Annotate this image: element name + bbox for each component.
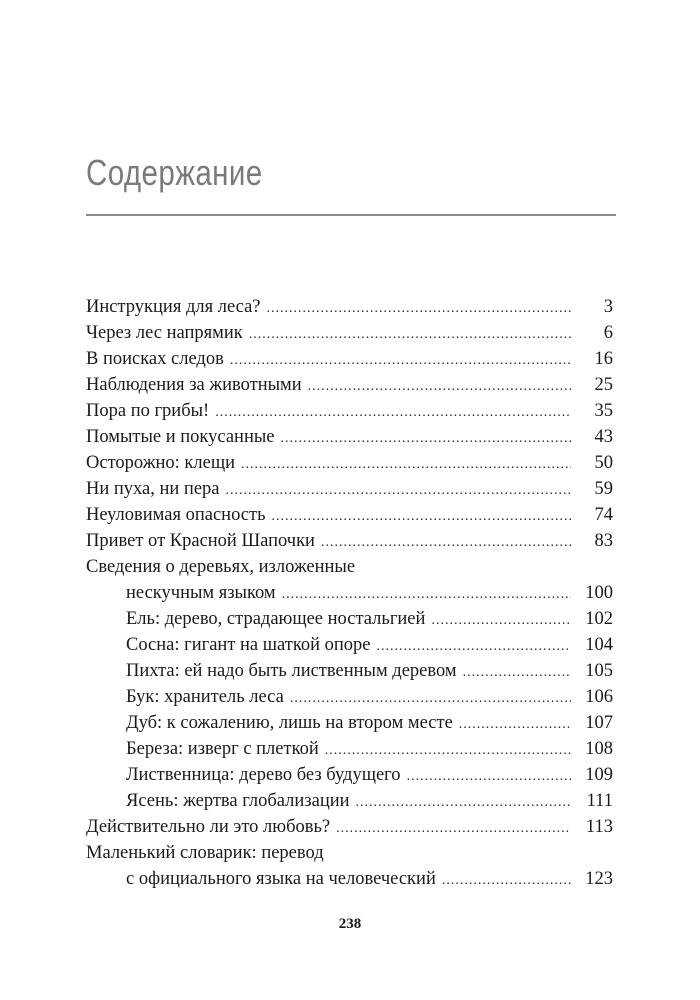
leader-dots: [308, 374, 571, 400]
leader-dots: [356, 790, 571, 816]
toc-entry: [86, 450, 613, 476]
leader-dots: [249, 322, 571, 348]
toc-entry-page: 106: [585, 687, 613, 707]
toc-entry: [86, 346, 613, 372]
leader-dots: [407, 764, 571, 790]
toc-entry-label: нескучным языком: [126, 583, 276, 603]
toc-entry-label: Ни пуха, ни пера: [86, 479, 220, 499]
toc-subentry: [86, 606, 613, 632]
toc-entry-page: 113: [585, 817, 613, 837]
toc-entry-label: Дуб: к сожалению, лишь на втором месте: [126, 713, 453, 733]
toc-entry-page: 74: [594, 505, 613, 525]
leader-dots: [431, 608, 571, 634]
leader-dots: [267, 296, 571, 322]
toc-entry: [86, 502, 613, 528]
toc-entry-label: с официального языка на человеческий: [126, 869, 436, 889]
toc-entry-page: 59: [594, 479, 613, 499]
leader-dots: [442, 868, 571, 894]
toc-entry-label: Ель: дерево, страдающее ностальгией: [126, 609, 426, 629]
toc-entry-label: Через лес напрямик: [86, 323, 243, 343]
toc-entry: [86, 424, 613, 450]
toc-entry-label: Осторожно: клещи: [86, 453, 235, 473]
toc-subentry: [86, 684, 613, 710]
toc-entry-page: 109: [585, 765, 613, 785]
toc-entry-label: Наблюдения за животными: [86, 375, 302, 395]
toc-entry-label: Сосна: гигант на шаткой опоре: [126, 635, 371, 655]
toc-entry-label: Привет от Красной Шапочки: [86, 531, 315, 551]
table-of-contents: [86, 294, 613, 892]
toc-entry-page: 6: [603, 323, 613, 343]
toc-entry-page: 111: [586, 791, 613, 811]
toc-entry-page: 50: [594, 453, 613, 473]
toc-entry-label: Помытые и покусанные: [86, 427, 275, 447]
leader-dots: [282, 582, 571, 608]
leader-dots: [215, 400, 571, 426]
toc-entry: [86, 294, 613, 320]
toc-entry-label: Маленький словарик: перевод: [86, 843, 324, 863]
page-number: 238: [338, 916, 362, 932]
toc-entry-page: 123: [585, 869, 613, 889]
toc-subentry: [86, 736, 613, 762]
toc-entry-label: Береза: изверг с плеткой: [126, 739, 319, 759]
toc-entry-heading: [86, 840, 613, 866]
toc-entry-page: 102: [585, 609, 613, 629]
toc-subentry: [86, 788, 613, 814]
toc-entry-label: Действительно ли это любовь?: [86, 817, 331, 837]
toc-entry-page: 25: [594, 375, 613, 395]
toc-entry-page: 83: [594, 531, 613, 551]
leader-dots: [241, 452, 571, 478]
toc-entry-label: Лиственница: дерево без будущего: [126, 765, 401, 785]
toc-entry: [86, 580, 613, 606]
toc-entry-label: Пора по грибы!: [86, 401, 210, 421]
leader-dots: [463, 660, 571, 686]
toc-entry-page: 104: [585, 635, 613, 655]
toc-entry-label: Бук: хранитель леса: [126, 687, 284, 707]
toc-subentry: [86, 710, 613, 736]
toc-subentry: [86, 632, 613, 658]
toc-entry-page: 35: [594, 401, 613, 421]
toc-entry-label: Неуловимая опасность: [86, 505, 266, 525]
leader-dots: [230, 348, 571, 374]
toc-entry: [86, 528, 613, 554]
toc-entry: [86, 372, 613, 398]
leader-dots: [459, 712, 571, 738]
toc-subentry: [86, 658, 613, 684]
toc-entry-label: В поисках следов: [86, 349, 224, 369]
leader-dots: [325, 738, 571, 764]
leader-dots: [336, 816, 571, 842]
toc-entry: [86, 814, 613, 840]
leader-dots: [377, 634, 571, 660]
page-title: Содержание: [86, 152, 263, 193]
toc-entry-page: 108: [585, 739, 613, 759]
toc-entry-heading: [86, 554, 613, 580]
toc-entry-label: Пихта: ей надо быть лиственным деревом: [126, 661, 457, 681]
leader-dots: [226, 478, 571, 504]
leader-dots: [321, 530, 571, 556]
toc-entry-page: 3: [603, 297, 613, 317]
toc-entry: [86, 476, 613, 502]
leader-dots: [272, 504, 571, 530]
toc-entry-label: Сведения о деревьях, изложенные: [86, 557, 356, 577]
toc-entry-page: 105: [585, 661, 613, 681]
toc-entry-page: 43: [594, 427, 613, 447]
toc-entry: [86, 866, 613, 892]
toc-entry-page: 100: [585, 583, 613, 603]
leader-dots: [281, 426, 572, 452]
toc-entry-label: Инструкция для леса?: [86, 297, 261, 317]
toc-entry-label: Ясень: жертва глобализации: [126, 791, 350, 811]
title-divider: [86, 214, 616, 216]
toc-entry: [86, 320, 613, 346]
toc-entry: [86, 398, 613, 424]
toc-subentry: [86, 762, 613, 788]
toc-entry-page: 16: [594, 349, 613, 369]
toc-entry-page: 107: [585, 713, 613, 733]
leader-dots: [290, 686, 571, 712]
